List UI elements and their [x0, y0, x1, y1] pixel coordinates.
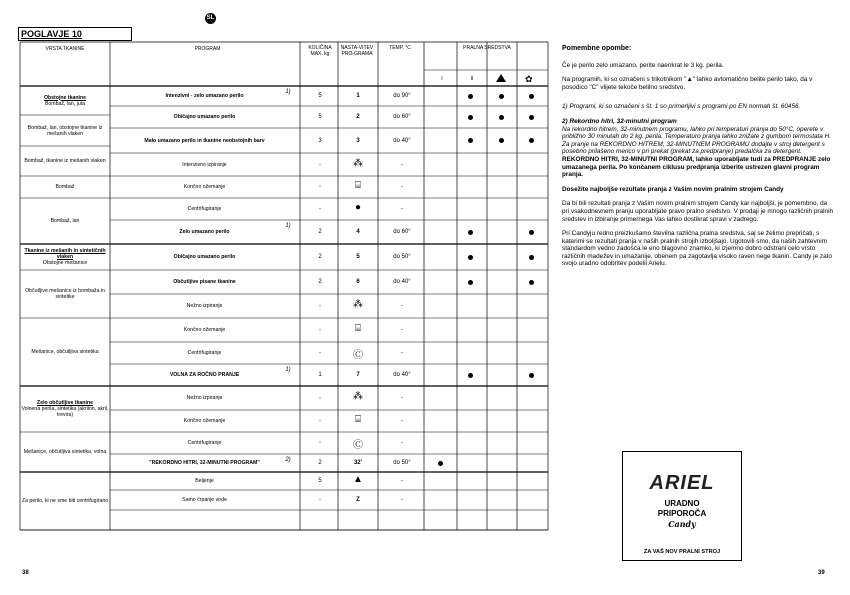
temperature: -: [401, 478, 403, 484]
temperature: -: [401, 497, 403, 503]
spin-icon: ⌸: [355, 180, 361, 191]
temperature: -: [401, 440, 403, 446]
detergent-dot: [529, 255, 534, 260]
rinse-icon: ⁂: [353, 391, 363, 402]
max-load: -: [319, 395, 321, 401]
fabric-description: Bombaž: [55, 184, 75, 190]
detergent-dot: [468, 230, 473, 235]
fabric-type: [20, 184, 110, 190]
note-paragraph: Na rekordno hitrem, 32-minutnem programu, lahko pri temperaturi pranja do 50°C, operete v približno 30 minutah do 2 kg. perila. Temperaturo pranja lahko znižate z gumbom termostata H. Za pranje na REKORDNO HITREM, 32-MINUTNEM PROGRAMU dodajte v stroj detergent s posebno prilašeno merico v pri prekat (prekat za predpranje) predalčka za detergent.: [562, 125, 832, 156]
header-temp: TEMP. °C: [389, 45, 411, 51]
max-load: 2: [318, 460, 322, 466]
header-detergent: PRALNA SREDSTVA: [463, 45, 511, 51]
detergent-col-2: II: [470, 76, 474, 82]
max-load: -: [319, 206, 321, 212]
program-selector: 7: [356, 372, 360, 378]
max-load: 3: [318, 137, 322, 144]
detergent-dot: [468, 115, 473, 120]
notes-column: [562, 45, 834, 275]
program-selector: 3: [356, 137, 360, 144]
temperature: do 60°: [393, 229, 411, 235]
temperature: do 50°: [393, 254, 411, 260]
temperature: do 40°: [393, 137, 411, 144]
max-load: 2: [318, 254, 322, 260]
detergent-col-1: I: [441, 76, 443, 82]
note-paragraph: Če je perilo zelo umazano, perite naenkrat le 3 kg. perila.: [562, 61, 724, 69]
temperature: -: [401, 418, 403, 424]
program-footnote: 1): [285, 367, 291, 373]
fabric-group-title: Obstojne tkanine: [43, 94, 87, 101]
notes-title: Pomembne opombe:: [562, 45, 632, 52]
fabric-type: [20, 288, 110, 300]
detergent-dot: [529, 373, 534, 378]
fabric-type: [20, 158, 110, 164]
temperature: do 90°: [393, 93, 411, 99]
max-load: -: [319, 497, 321, 503]
program-name: Občutljive pisane tkanine: [173, 279, 236, 285]
program-selector: Z: [356, 497, 360, 503]
temperature: -: [401, 395, 403, 401]
program-selector: 4: [356, 229, 360, 235]
temperature: -: [401, 303, 403, 309]
detergent-dot: [529, 115, 534, 120]
max-load: 1: [318, 372, 322, 378]
fabric-group-title: Tkanine iz mešanih in sintetičnih vlaken: [24, 248, 106, 260]
spin-c-icon: Ⓒ: [353, 350, 363, 361]
program-footnote: 1): [285, 223, 291, 229]
page-number-left: 38: [22, 570, 29, 576]
header-load: KOLIČINA MAX. kg: [308, 45, 332, 57]
fabric-type: [20, 125, 110, 137]
bleach-icon: ▲: [353, 474, 363, 485]
program-footnote: 1): [285, 89, 291, 95]
fabric-description: Bombaž, tkanine iz mešanih vlaken: [24, 158, 106, 164]
program-name: Končno ožemanje: [183, 184, 226, 190]
spin-icon: ⌸: [355, 414, 361, 425]
fabric-type: [20, 95, 110, 107]
program-name: Intenzivni - zelo umazano perilo: [165, 93, 244, 99]
stop-icon: ●: [354, 202, 362, 213]
program-name: Običajno umazano perilo: [173, 114, 236, 120]
detergent-dot: [468, 280, 473, 285]
program-name: "REKORDNO HITRI, 32-MINUTNI PROGRAM": [149, 460, 260, 466]
header-program: PROGRAM: [194, 46, 221, 52]
program-selector: 32': [353, 460, 363, 466]
rinse-icon: ⁂: [353, 157, 363, 169]
program-footnote: 2): [285, 457, 291, 463]
program-selector: 6: [356, 279, 360, 285]
program-name: Nežno izpiranje: [186, 303, 223, 309]
temperature: -: [401, 206, 403, 212]
program-name: Intenzivno izpiranje: [182, 161, 227, 168]
fabric-description: Volnena perila, sintetika (akrilon, akril, trevira): [21, 406, 109, 418]
fabric-description: Bombaž, lan: [50, 218, 80, 224]
max-load: 2: [318, 279, 322, 285]
rinse-icon: ⁂: [353, 299, 363, 310]
detergent-dot: [529, 94, 534, 99]
detergent-dot: [468, 94, 473, 99]
temperature: -: [401, 327, 403, 333]
fabric-description: Bombaž, lan, juta: [44, 100, 86, 107]
program-name: VOLNA ZA ROČNO PRANJE: [169, 372, 240, 378]
temperature: -: [401, 161, 403, 168]
program-name: Centrifugiranje: [187, 206, 222, 212]
max-load: 5: [318, 93, 322, 99]
program-name: Običajno umazano perilo: [173, 254, 236, 260]
max-load: -: [319, 350, 321, 356]
temperature: do 40°: [393, 372, 411, 378]
note-subtitle: 2) Rekordno hitri, 32-minutni program: [562, 117, 677, 125]
max-load: -: [319, 327, 321, 333]
program-name: Malo umazano perilo in tkanine neobstojnih barv: [144, 137, 265, 144]
note-paragraph: Na programih, ki so označeni s trikotnikom "▲" lahko avtomatično belite perilo tako, da v posodico "C" vlijete tekoče belilno sredstvo.: [562, 76, 813, 91]
page-number-right: 39: [818, 570, 825, 576]
ariel-line-3: Candy: [668, 519, 696, 529]
temperature: do 40°: [393, 279, 411, 285]
detergent-dot: [499, 115, 504, 120]
note-paragraph: Dosežite najboljše rezultate pranja z Vašim novim pralnim strojem Candy: [562, 185, 784, 193]
ariel-brand-text: ARIEL: [649, 472, 715, 494]
flower-icon: ✿: [525, 74, 533, 84]
program-name: Nežno izpiranje: [186, 395, 223, 401]
note-paragraph: Da bi bili rezultati pranja z Vašim novim pralnim strojem Candy kar najboljši, je pomembno, da pri vsakodnevnem pranju uporabljate pravo pralno sredstvo. V prodaji je mnogo različnih pralnih sredstev in izbiranje primernega Vas lahko dostikrat spravi v zadrego.: [562, 200, 834, 223]
max-load: -: [319, 184, 321, 190]
fabric-description: Za perilo, ki ne sme biti centrifugirano: [21, 498, 109, 504]
fabric-type: [20, 218, 110, 224]
max-load: 2: [318, 229, 322, 235]
ariel-line-1: URADNO: [664, 499, 700, 508]
detergent-dot: [529, 230, 534, 235]
program-name: Beljenje: [195, 478, 214, 484]
detergent-dot: [529, 138, 534, 143]
program-name: Centrifugiranje: [187, 350, 222, 356]
fabric-description: Obstojne mešanice: [42, 260, 88, 266]
ariel-logo: [622, 451, 742, 561]
detergent-dot: [438, 461, 443, 466]
ariel-line-2: PRIPOROČA: [657, 509, 707, 518]
spin-c-icon: Ⓒ: [353, 440, 363, 451]
max-load: 5: [318, 114, 322, 120]
note-paragraph: REKORDNO HITRI, 32-MINUTNI PROGRAM, lahko uporabljate tudi za PREDPRANJE zelo umazanega perila. Po končanem ciklusu predpranja izberite ustrezen glavni program pranja.: [562, 155, 831, 179]
chapter-title: POGLAVJE 10: [18, 27, 132, 41]
temperature: do 60°: [393, 114, 411, 120]
fabric-type: [20, 498, 110, 504]
detergent-dot: [529, 280, 534, 285]
program-name: Končno ožemanje: [183, 327, 226, 333]
program-name: Zelo umazano perilo: [179, 229, 230, 235]
header-fabric: VRSTA TKANINE: [45, 46, 85, 52]
fabric-type: [20, 400, 110, 418]
fabric-group-title: Zelo občutljive tkanine: [37, 400, 93, 406]
max-load: -: [319, 161, 321, 168]
max-load: -: [319, 418, 321, 424]
language-badge: SL: [205, 13, 216, 24]
fabric-type: [20, 449, 110, 455]
fabric-type: [20, 248, 110, 266]
max-load: -: [319, 440, 321, 446]
program-selector: 5: [356, 254, 360, 260]
detergent-dot: [468, 255, 473, 260]
fabric-description: Mešanice, občutljiva sintetika, volna: [23, 449, 107, 455]
detergent-dot: [499, 138, 504, 143]
fabric-description: Mešanice, občutljiva sintetika: [31, 349, 99, 355]
fabric-description: Občutljive mešanice iz bombaža in sintetike: [25, 288, 105, 300]
temperature: do 50°: [393, 460, 411, 466]
program-selector: 2: [356, 114, 360, 120]
max-load: 5: [318, 478, 322, 484]
program-name: Centrifugiranje: [187, 440, 222, 446]
program-name: Končno ožemanje: [183, 418, 226, 424]
detergent-dot: [468, 138, 473, 143]
max-load: -: [319, 303, 321, 309]
header-selector: NASTA-VITEV PRO-GRAMA: [340, 45, 374, 57]
spin-icon: ⌸: [355, 323, 361, 334]
note-paragraph: Pri Candyju redno preizkušamo številna različna pralna sredstva, saj se želimo prepričati, s katerimi se rezultati pranja v naših pralnih strojih izboljšajo. Ugotovili smo, da naših zahtevnim standardom vedno zadošča le eno blagovno znamko, ki izjemno dobro odstrani celo vrsto različnih madežev in umazanije, obenem pa zagotavlja visoko raven nege tkanin. Candy je zato svojo uradno odobritev podelil Arielu.: [562, 230, 832, 268]
fabric-description: Bombaž, lan, obstojne tkanine iz mešanih vlaken: [27, 124, 103, 137]
detergent-dot: [468, 373, 473, 378]
fabric-type: [20, 349, 110, 355]
detergent-dot: [499, 94, 504, 99]
program-selector: 1: [356, 93, 360, 99]
program-name: Samo črpanje vode: [182, 497, 227, 503]
triangle-icon: [496, 74, 506, 82]
ariel-footer: ZA VAŠ NOV PRALNI STROJ: [643, 549, 721, 555]
temperature: -: [401, 184, 403, 190]
temperature: -: [401, 350, 403, 356]
note-paragraph: 1) Programi, ki so označeni s št. 1 so primerljivi s programi po EN normah št. 60456.: [562, 103, 801, 111]
